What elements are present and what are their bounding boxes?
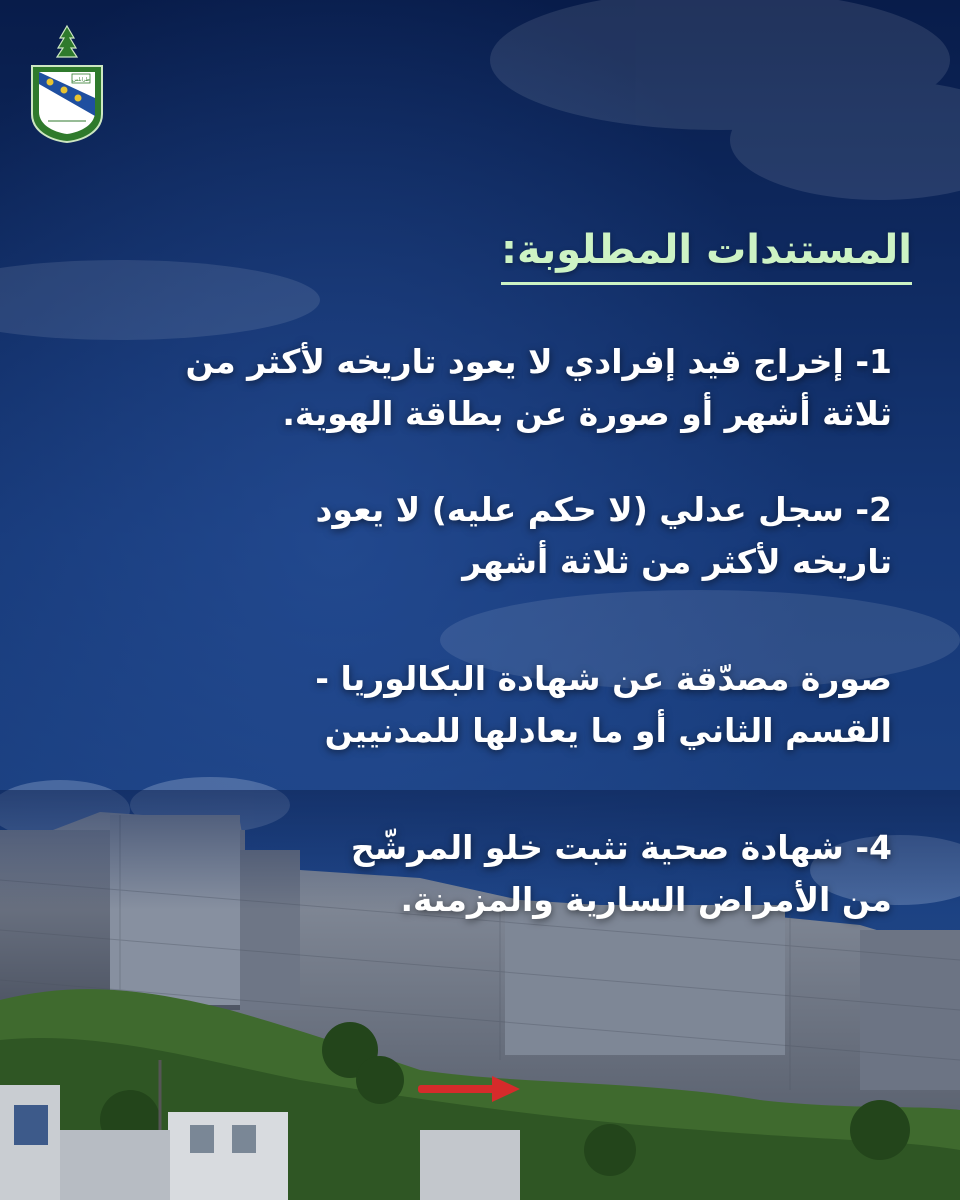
requirement-item-4-line-2: من الأمراض السارية والمزمنة. [400,880,892,919]
requirement-item-4 [132,822,892,926]
logo-text: طرابلس [72,77,90,83]
requirement-item-1-line-2: ثلاثة أشهر أو صورة عن بطاقة الهوية. [282,394,892,433]
requirement-item-3-line-2: القسم الثاني أو ما يعادلها للمدنيين [324,711,892,750]
page-title: المستندات المطلوبة: [501,222,912,285]
requirement-item-3-line-1: صورة مصدّقة عن شهادة البكالوريا - [315,659,892,698]
requirement-item-1 [132,336,892,440]
requirement-item-3 [132,653,892,757]
requirement-item-2 [132,484,892,588]
red-arrow-icon [418,1074,522,1104]
requirement-item-4-line-1: 4- شهادة صحية تثبت خلو المرشّح [350,828,892,867]
requirement-item-2-line-1: 2- سجل عدلي (لا حكم عليه) لا يعود [315,490,892,529]
requirement-item-1-line-1: 1- إخراج قيد إفرادي لا يعود تاريخه لأكثر من [185,342,892,381]
requirement-item-2-line-2: تاريخه لأكثر من ثلاثة أشهر [462,542,892,581]
municipality-crest-logo [28,24,106,146]
